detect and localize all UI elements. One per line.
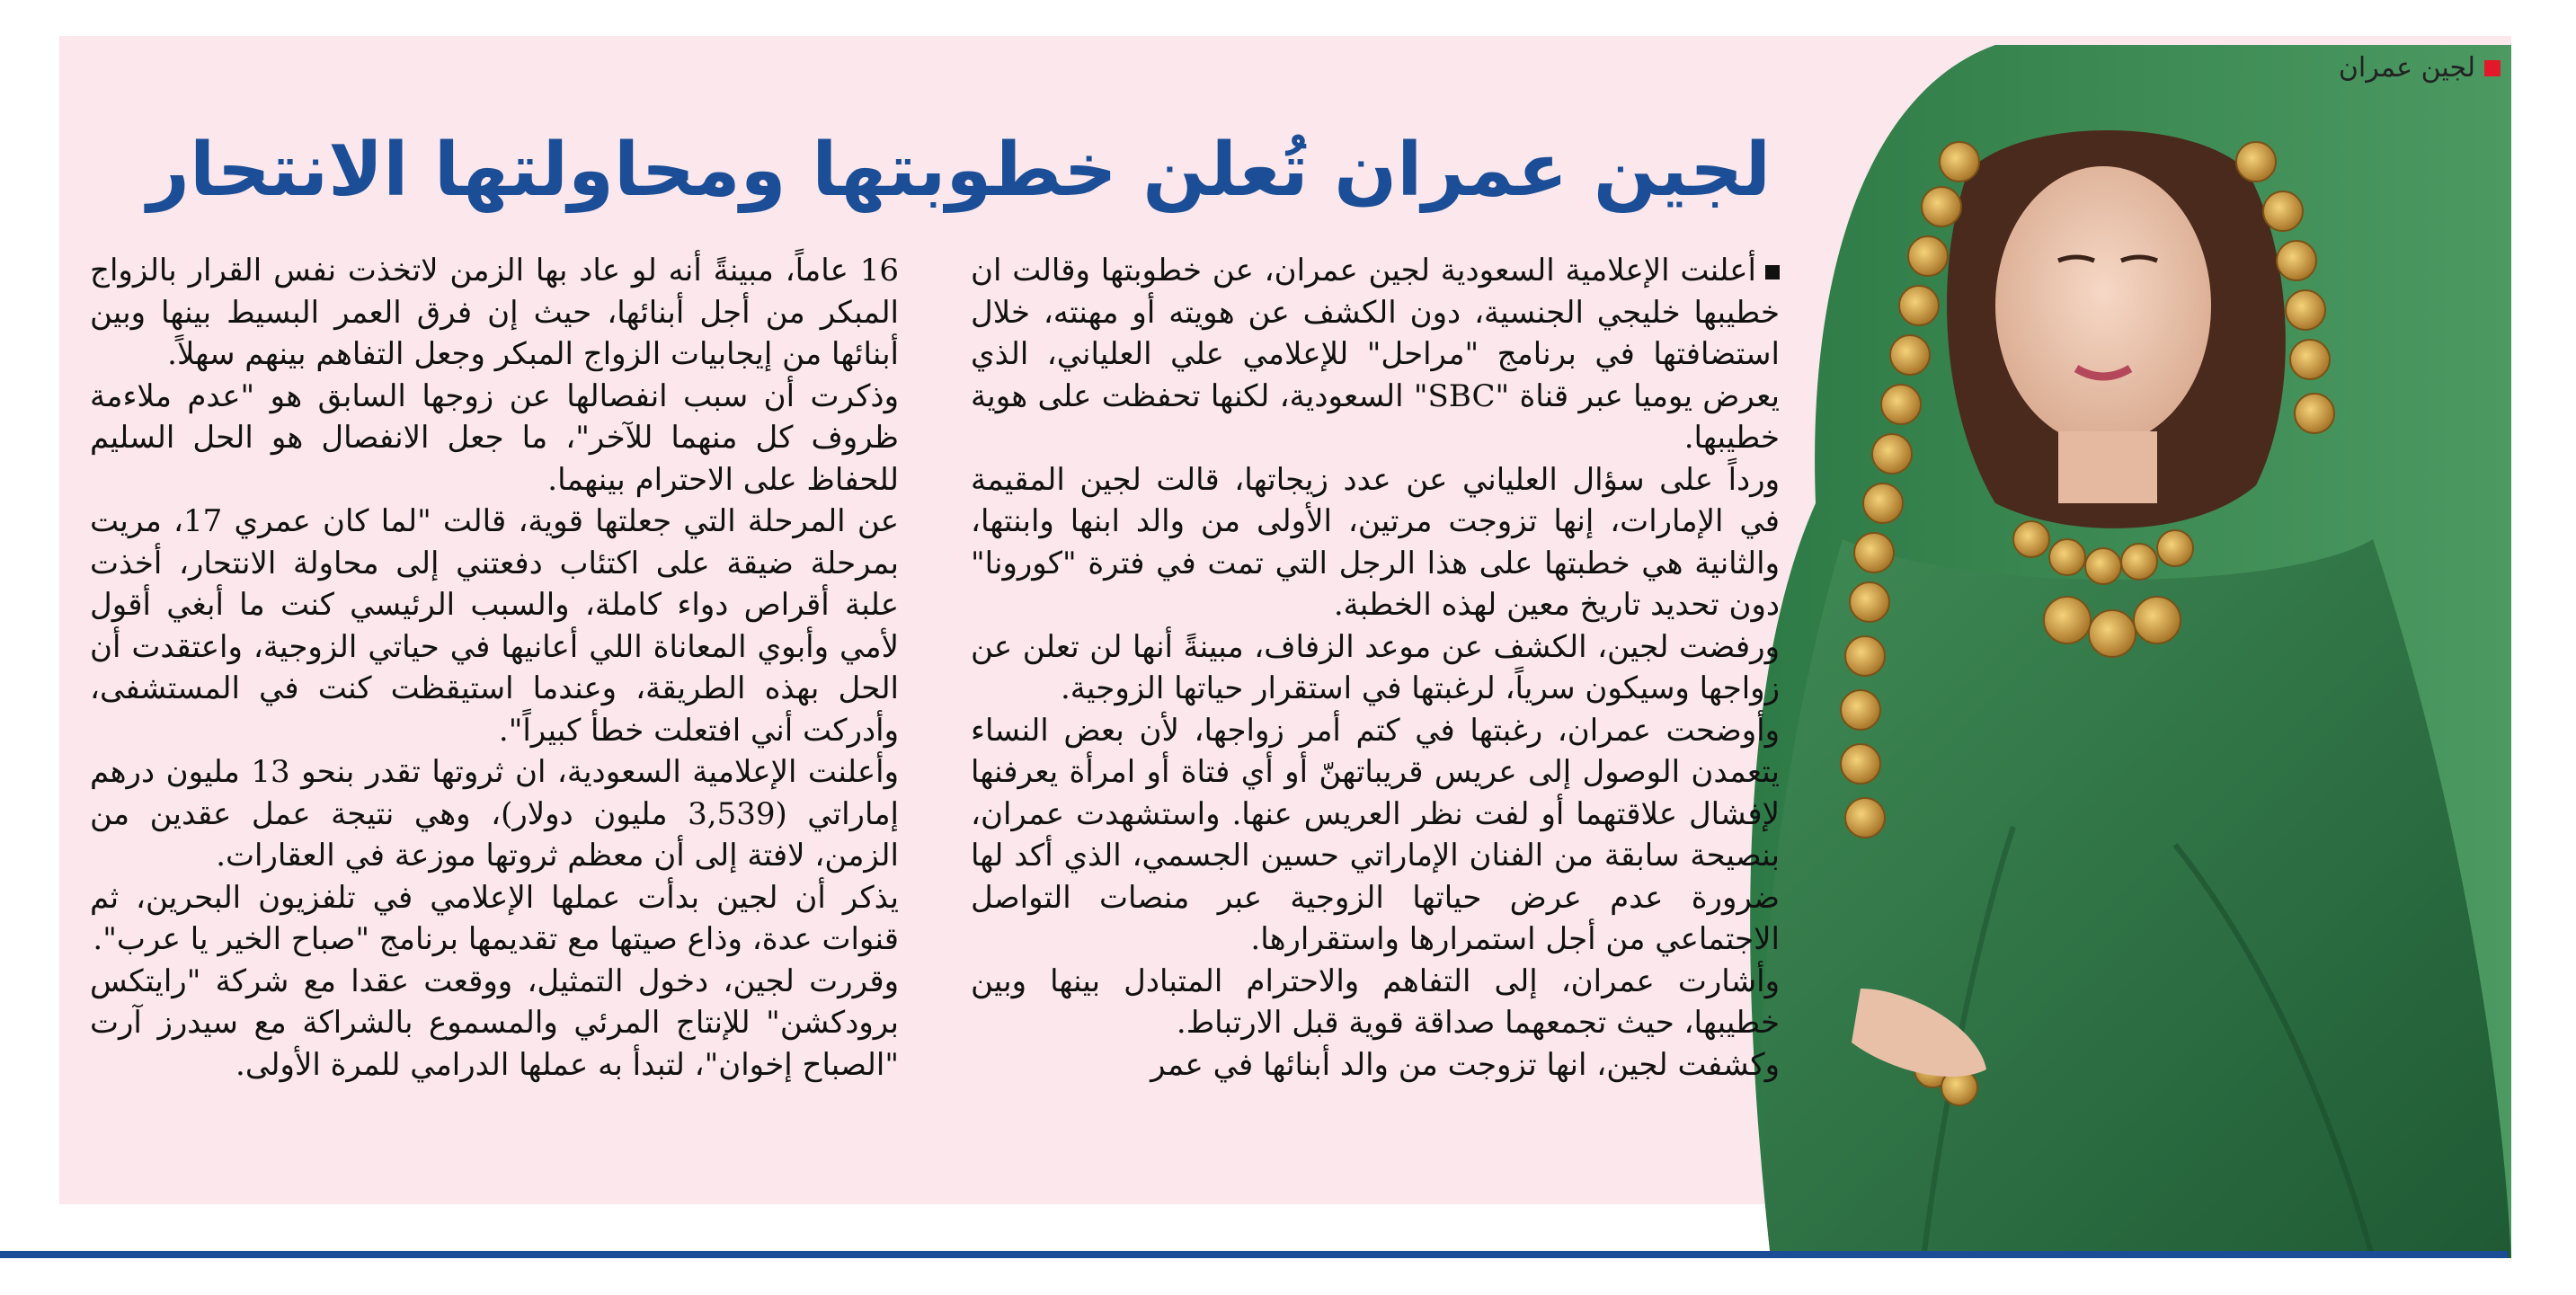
paragraph: أعلنت الإعلامية السعودية لجين عمران، عن خطوبتها وقالت ان خطيبها خليجي الجنسية، دون الكشف عن هويته أو مهنته، خلال استضافتها في برنامج "مراحل" للإعلامي علي العلياني، الذي يعرض يوميا عبر قناة "SBC" السعودية، لكنها تحفظت على هوية خطيبها. <box>971 253 1780 456</box>
article-body <box>90 250 1780 1184</box>
paragraph: يذكر أن لجين بدأت عملها الإعلامي في تلفزيون البحرين، ثم قنوات عدة، وذاع صيتها مع تقديمها برنامج "صباح الخير يا عرب". <box>90 879 899 957</box>
paragraph: ورداً على سؤال العلياني عن عدد زيجاتها، قالت لجين المقيمة في الإمارات، إنها تزوجت مرتين، الأولى من والد ابنها وابنتها، والثانية هي خطبتها على هذا الرجل التي تمت في فترة "كورونا" دون تحديد تاريخ معين لهذه الخطبة. <box>971 461 1780 623</box>
paragraph: ورفضت لجين، الكشف عن موعد الزفاف، مبينةً أنها لن تعلن عن زواجها وسيكون سرياً، لرغبتها في استقرار حياتها الزوجية. <box>971 628 1780 706</box>
paragraph: وأوضحت عمران، رغبتها في كتم أمر زواجها، لأن بعض النساء يتعمدن الوصول إلى عريس قريباتهنّ أو أي فتاة أو امرأة يعرفنها لإفشال علاقتهما أو لفت نظر العريس عنها. واستشهدت عمران، بنصيحة سابقة من الفنان الإماراتي حسين الجسمي، الذي أكد لها ضرورة عدم عرض حياتها الزوجية عبر منصات التواصل الاجتماعي من أجل استمرارها واستقرارها. <box>971 712 1780 957</box>
caption-text: لجين عمران <box>2338 52 2475 84</box>
article-column-right <box>971 250 1780 1184</box>
paragraph: وأشارت عمران، إلى التفاهم والاحترام المتبادل بينها وبين خطيبها، حيث تجمعهما صداقة قوية قبل الارتباط. <box>971 962 1780 1041</box>
page-bottom-rule <box>0 1251 2508 1258</box>
paragraph: عن المرحلة التي جعلتها قوية، قالت "لما كان عمري 17، مريت بمرحلة ضيقة على اكتئاب دفعتني إلى محاولة الانتحار، أخذت علبة أقراص دواء كاملة، والسبب الرئيسي كنت ما أبغي أقول لأمي وأبوي المعاناة اللي أعانيها في حياتي الزوجية، واعتقدت أن الحل بهذه الطريقة، وعندما استيقظت كنت في المستشفى، وأدركت أني افتعلت خطأ كبيراً". <box>90 503 899 749</box>
photo-caption <box>2339 52 2500 84</box>
paragraph: وذكرت أن سبب انفصالها عن زوجها السابق هو "عدم ملاءمة ظروف كل منهما للآخر"، ما جعل الانفصال هو الحل السليم للحفاظ على الاحترام بينهما. <box>90 377 899 498</box>
article-column-left <box>90 250 899 1184</box>
paragraph: وكشفت لجين، انها تزوجت من والد أبنائها في عمر <box>1150 1046 1780 1083</box>
paragraph: وأعلنت الإعلامية السعودية، ان ثروتها تقدر بنحو 13 مليون درهم إماراتي (3,539 مليون دولار)، وهي نتيجة عمل عقدين من الزمن، لافتة إلى أن معظم ثروتها موزعة في العقارات. <box>90 754 899 874</box>
paragraph: وقررت لجين، دخول التمثيل، ووقعت عقدا مع شركة "رايتكس برودكشن" للإنتاج المرئي والمسموع بالشراكة مع سيدرز آرت "الصباح إخوان"، لتبدأ به عملها الدرامي للمرة الأولى. <box>90 962 899 1083</box>
bullet-square-icon <box>1765 265 1780 279</box>
caption-marker-icon <box>2484 60 2500 76</box>
article-headline: لجين عمران تُعلن خطوبتها ومحاولتها الانتحار <box>147 128 1771 213</box>
paragraph: 16 عاماً، مبينةً أنه لو عاد بها الزمن لاتخذت نفس القرار بالزواج المبكر من أجل أبنائها، حيث إن فرق العمر البسيط بينها وبين أبنائها من إيجابيات الزواج المبكر وجعل التفاهم بينهم سهلاً. <box>90 253 899 372</box>
